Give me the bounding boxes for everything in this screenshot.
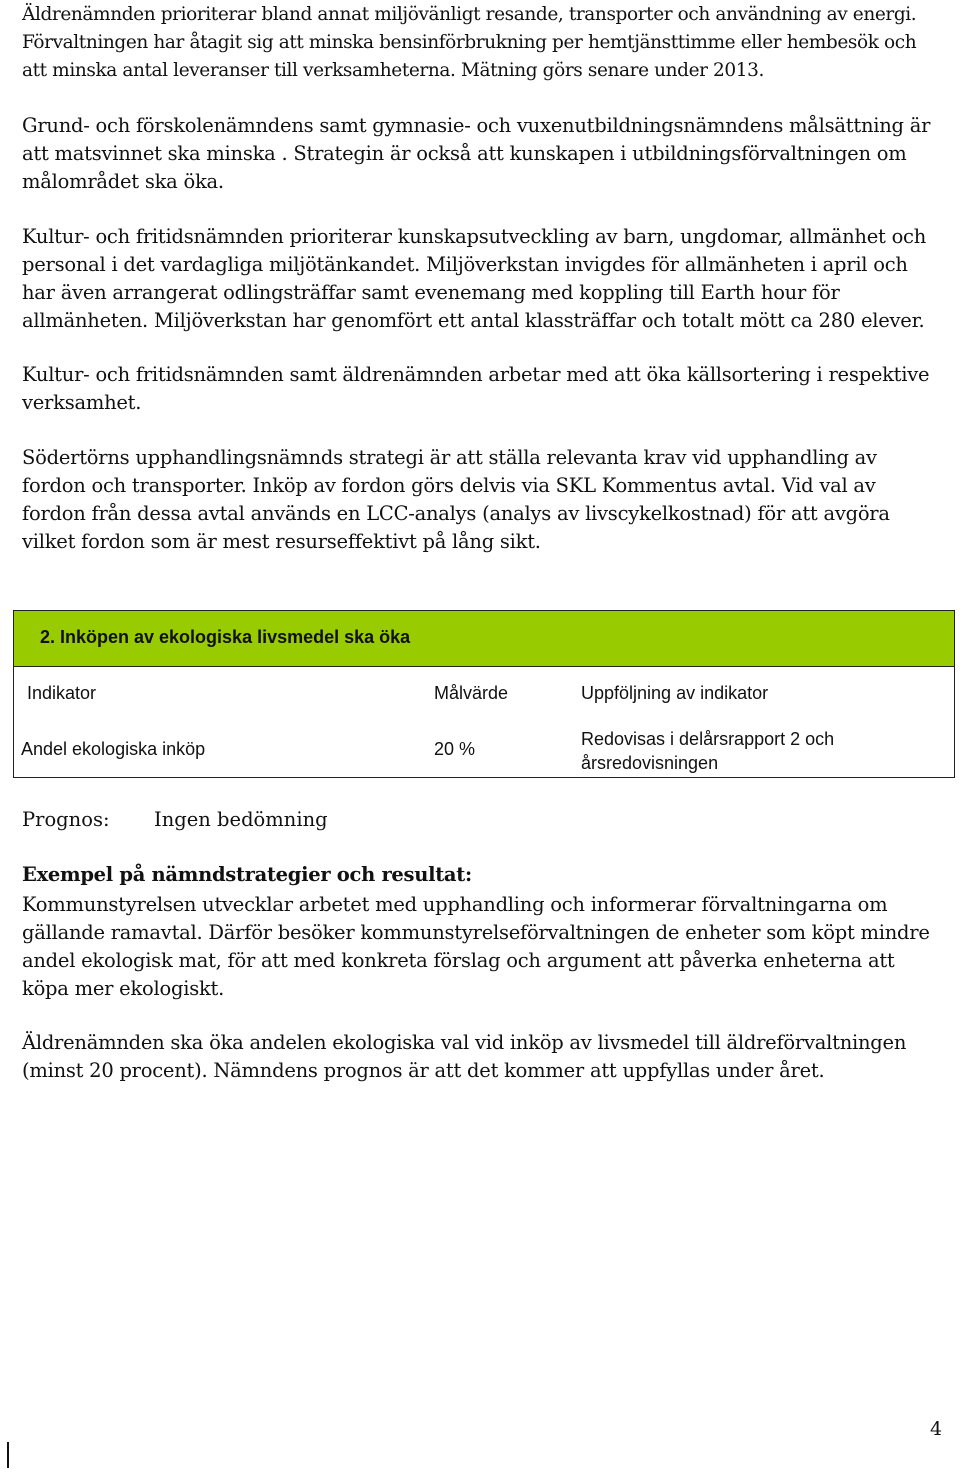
paragraph-culture-environment: Kultur- och fritidsnämnden prioriterar kunskapsutveckling av barn, ungdomar, allmänhet och personal i det vardagliga miljötänkandet. Miljöverkstan invigdes för allmänheten i april och har även arrangerat odlingsträffar samt evenemang med koppling till Earth hour för allmänheten. Miljöverkstan har genomfört ett antal klassträffar och totalt mött ca 280 elever.	[22, 225, 927, 332]
page-number: 4	[930, 1418, 943, 1440]
paragraph-aldrenamnden-energy: Äldrenämnden prioriterar bland annat miljövänligt resande, transporter och användning av energi. Förvaltningen har åtagit sig att minska bensinförbrukning per hemtjänsttimme eller hembesök och att minska antal leveranser till verksamheterna. Mätning görs senare under 2013.	[22, 4, 917, 81]
paragraph-aldrenamnden-ecological: Äldrenämnden ska öka andelen ekologiska val vid inköp av livsmedel till äldreförvaltningen (minst 20 procent). Nämndens prognos är att det kommer att uppfyllas under året.	[22, 1031, 907, 1082]
examples-heading: Exempel på nämndstrategier och resultat:	[22, 863, 472, 886]
cell-followup-value: Redovisas i delårsrapport 2 och årsredovisningen	[581, 729, 835, 773]
goal-table-header-bar	[14, 611, 954, 667]
column-header-followup: Uppföljning av indikator	[581, 683, 769, 703]
goal-title: 2. Inköpen av ekologiska livsmedel ska öka	[40, 627, 411, 647]
paragraph-procurement-vehicles: Södertörns upphandlingsnämnds strategi är att ställa relevanta krav vid upphandling av fordon och transporter. Inköp av fordon görs delvis via SKL Kommentus avtal. Vid val av fordon från dessa avtal används en LCC-analys (analys av livscykelkostnad) för att avgöra vilket fordon som är mest resurseffektivt på lång sikt.	[22, 446, 890, 553]
margin-change-bar	[7, 1442, 9, 1468]
prognosis-label: Prognos:	[22, 808, 110, 831]
paragraph-school-food-waste: Grund- och förskolenämndens samt gymnasie- och vuxenutbildningsnämndens målsättning är att matsvinnet ska minska . Strategin är också att kunskapen i utbildningsförvaltningen om målområdet ska öka.	[22, 114, 931, 193]
paragraph-waste-sorting: Kultur- och fritidsnämnden samt äldrenämnden arbetar med att öka källsortering i respektive verksamhet.	[22, 363, 930, 414]
goal-table	[13, 610, 955, 778]
column-header-indicator: Indikator	[27, 683, 97, 703]
column-header-target: Målvärde	[434, 683, 509, 703]
prognosis-line	[22, 808, 328, 831]
cell-indicator-value: Andel ekologiska inköp	[21, 739, 206, 759]
prognosis-value: Ingen bedömning	[154, 808, 328, 831]
cell-target-value: 20 %	[434, 739, 476, 759]
paragraph-kommunstyrelsen: Kommunstyrelsen utvecklar arbetet med upphandling och informerar förvaltningarna om gällande ramavtal. Därför besöker kommunstyrelseförvaltningen de enheter som köpt mindre andel ekologisk mat, för att med konkreta förslag och argument att påverka enheterna att köpa mer ekologiskt.	[22, 893, 930, 1000]
